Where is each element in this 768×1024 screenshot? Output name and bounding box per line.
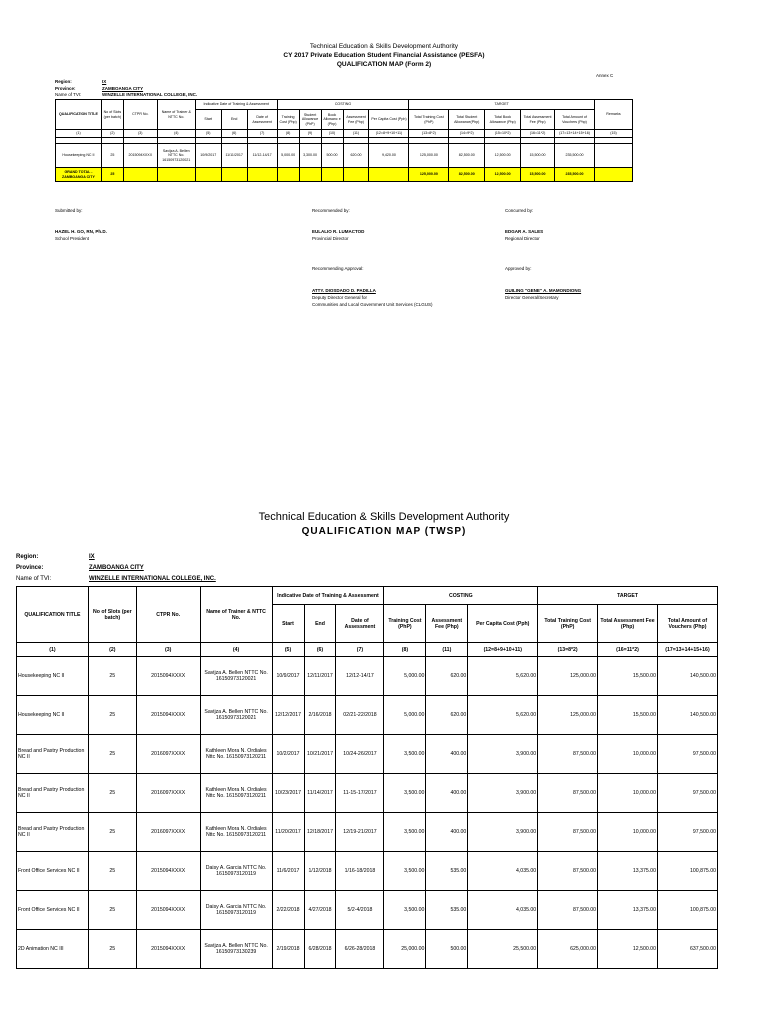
r2-cell-1: Housekeeping NC II [17,696,89,735]
r7-cell-4: Daisy A. Garcia NTTC No. 16150973120119 [200,891,272,930]
row1-cell-12: 9,420.00 [369,144,409,168]
r2-cell-5: 12/12/2017 [272,696,304,735]
r3-cell-1: Bread and Pastry Production NC II [17,735,89,774]
r1-cell-3: 2015094XXXX [136,657,200,696]
r6-cell-6: 1/12/2018 [304,852,336,891]
r5-cell-2: 25 [88,813,136,852]
r6-cell-10: 4,035.00 [468,852,538,891]
r3-cell-10: 3,900.00 [468,735,538,774]
r1-cell-5: 10/9/2017 [272,657,304,696]
r3-cell-6: 10/21/2017 [304,735,336,774]
colnum2-cell-3: (3) [136,643,200,657]
agency-title-2: Technical Education & Skills Development Authority [258,511,510,523]
colnum-cell-6: (6) [221,130,247,138]
r1-cell-12: 15,500.00 [598,657,658,696]
r6-cell-2: 25 [88,852,136,891]
total-cell-3 [123,168,157,182]
colnum-cell-7: (7) [247,130,277,138]
r6-cell-7: 1/16-18/2018 [336,852,384,891]
r5-cell-5: 11/20/2017 [272,813,304,852]
r5-cell-6: 12/18/2017 [304,813,336,852]
th2-total-training: Total Training Cost (PhP) [538,605,598,643]
table-row [17,930,718,969]
colnum-cell-9: (9) [299,130,321,138]
row1-cell-15: 12,500.00 [485,144,521,168]
r4-cell-7: 11-15-17/2017 [336,774,384,813]
r7-cell-12: 13,375.00 [598,891,658,930]
th2-costing: COSTING [384,587,538,605]
row1-cell-7: 11/12-14/17 [247,144,277,168]
row1-cell-6: 11/11/2017 [221,144,247,168]
total-cell-1: GRAND TOTAL - ZAMBOANGA CITY [56,168,102,182]
colnum-cell-4: (4) [157,130,195,138]
r1-cell-4: Savijza A. Bellen NTTC No. 16150973120021 [200,657,272,696]
r2-cell-13: 140,500.00 [657,696,717,735]
r6-cell-8: 3,500.00 [384,852,426,891]
th-ctpr: CTPR No. [123,100,157,130]
r7-cell-7: 5/2-4/2018 [336,891,384,930]
colnum2-cell-1: (1) [17,643,89,657]
concurred-title: Regional Director [505,236,540,241]
r5-cell-8: 3,500.00 [384,813,426,852]
form-title-2: QUALIFICATION MAP (TWSP) [301,526,467,537]
r6-cell-4: Daisy A. Garcia NTTC No. 16150973120119 [200,852,272,891]
th-total-assess: Total Assessment Fee (Php) [521,110,555,130]
r1-cell-2: 25 [88,657,136,696]
th2-total-assess: Total Assessment Fee (Php) [598,605,658,643]
tvi-label-2: Name of TVI: [16,576,52,582]
r8-cell-3: 2015094XXXX [136,930,200,969]
total-cell-7 [247,168,277,182]
tvi-label: Name of TVI: [55,92,82,97]
th-target: TARGET [409,100,595,110]
row1-cell-10: 500.00 [321,144,343,168]
recommended-name: EULALIO R. LUMACTOD [312,229,365,234]
approved-title: Director General/Secretary [505,295,559,300]
colnum-cell-2: (2) [101,130,123,138]
r1-cell-6: 12/11/2017 [304,657,336,696]
row1-cell-5: 10/9/2017 [195,144,221,168]
total-cell-18 [594,168,632,182]
total-cell-17: 235,500.00 [555,168,595,182]
th2-start: Start [272,605,304,643]
rec-approval-name: ATTY. DIOSDADO D. PADILLA [312,288,376,293]
r3-cell-11: 87,500.00 [538,735,598,774]
r8-cell-5: 2/19/2018 [272,930,304,969]
row1-cell-2: 25 [101,144,123,168]
row1-cell-18 [594,144,632,168]
approved-name: GUILING "GENE" A. MAMONDIONG [505,288,582,293]
r4-cell-10: 3,900.00 [468,774,538,813]
r8-cell-8: 25,000.00 [384,930,426,969]
total-cell-13: 125,000.00 [409,168,449,182]
total-cell-8 [277,168,299,182]
colnum2-cell-11: (13=8*2) [538,643,598,657]
total-cell-10 [321,168,343,182]
th2-per-capita: Per Capita Cost (Pph) [468,605,538,643]
th-end: End [221,110,247,130]
r3-cell-2: 25 [88,735,136,774]
r8-cell-4: Savijza A. Bellen NTTC No. 16150973130239 [200,930,272,969]
th2-trainer: Name of Trainer & NTTC No. [200,587,272,643]
th-assess-fee: Assessment Fee (Php) [343,110,369,130]
r8-cell-11: 625,000.00 [538,930,598,969]
th-total-training: Total Training Cost (PhP) [409,110,449,130]
r3-cell-3: 2016097XXXX [136,735,200,774]
r5-cell-10: 3,900.00 [468,813,538,852]
th2-training-cost: Training Cost (PhP) [384,605,426,643]
grand-total-row [56,168,633,182]
row1-cell-1: Housekeeping NC II [56,144,102,168]
th-assess-date: Date of Assessment [247,110,277,130]
row1-cell-11: 620.00 [343,144,369,168]
submitted-name: HAZEL H. GO, RN, Ph.D. [55,229,107,234]
th-start: Start [195,110,221,130]
r4-cell-13: 97,500.00 [657,774,717,813]
th-indicative: Indicative Date of Training & Assessment [195,100,277,110]
colnum-cell-13: (13=8*2) [409,130,449,138]
table-body [17,657,718,969]
r1-cell-1: Housekeeping NC II [17,657,89,696]
colnum-cell-5: (5) [195,130,221,138]
table-row [17,813,718,852]
province-label-2: Province: [16,565,44,571]
column-number-row [56,130,633,138]
colnum-cell-17: (17=13+14+15+16) [555,130,595,138]
th-student-allowance: Student Allowance (PhP) [299,110,321,130]
region-label: Region: [55,79,72,84]
r3-cell-5: 10/2/2017 [272,735,304,774]
row1-cell-4: Savijza A. Bellen NTTC No. 16150973120021 [157,144,195,168]
th-total-vouchers: Total Amount of Vouchers (Php) [555,110,595,130]
r5-cell-13: 97,500.00 [657,813,717,852]
r2-cell-6: 2/16/2018 [304,696,336,735]
province-value: ZAMBOANGA CITY [102,86,144,91]
r4-cell-12: 10,000.00 [598,774,658,813]
rec-approval-title2: Communities and Local Government Unit Services (CLGUS) [312,302,433,307]
r8-cell-7: 6/26-28/2018 [336,930,384,969]
qualification-table-twsp [16,586,718,969]
th2-assess-fee: Assessment Fee (Php) [426,605,468,643]
r7-cell-5: 2/22/2018 [272,891,304,930]
region-value: IX [102,79,107,84]
colnum2-cell-2: (2) [88,643,136,657]
total-cell-2: 25 [101,168,123,182]
r2-cell-4: Savijza A. Bellen NTTC No. 16150973120021 [200,696,272,735]
r4-cell-5: 10/23/2017 [272,774,304,813]
form-page-twsp [0,500,768,1024]
th-costing: COSTING [277,100,409,110]
colnum2-cell-12: (16=11*2) [598,643,658,657]
r2-cell-11: 125,000.00 [538,696,598,735]
r2-cell-7: 02/21-22/2018 [336,696,384,735]
th-total-book: Total Book Allowance (Php) [485,110,521,130]
th2-qualification: QUALIFICATION TITLE [17,587,89,643]
total-cell-9 [299,168,321,182]
agency-title: Technical Education & Skills Development Authority [309,43,459,50]
submitted-label: Submitted by: [55,208,83,213]
table-row [17,852,718,891]
r2-cell-9: 620.00 [426,696,468,735]
r7-cell-6: 4/27/2018 [304,891,336,930]
qualification-table-pesfa [55,99,633,182]
th-book-allowance: Book Allowanc e (Php) [321,110,343,130]
r3-cell-8: 3,500.00 [384,735,426,774]
colnum-cell-11: (11) [343,130,369,138]
th-training-cost: Training Cost (Php) [277,110,299,130]
th-trainer: Name of Trainer & NTTC No. [157,100,195,130]
r2-cell-10: 5,620.00 [468,696,538,735]
r7-cell-11: 87,500.00 [538,891,598,930]
colnum-cell-15: (15=10*2) [485,130,521,138]
r2-cell-2: 25 [88,696,136,735]
r7-cell-8: 3,500.00 [384,891,426,930]
colnum2-cell-9: (11) [426,643,468,657]
total-cell-4 [157,168,195,182]
colnum-cell-14: (14=9*2) [449,130,485,138]
row1-cell-17: 235,500.00 [555,144,595,168]
table-row [17,891,718,930]
tvi-value-2: WINZELLE INTERNATIONAL COLLEGE, INC. [89,576,216,582]
colnum-cell-18: (15) [594,130,632,138]
r4-cell-9: 400.00 [426,774,468,813]
row1-cell-8: 5,000.00 [277,144,299,168]
r7-cell-1: Front Office Services NC II [17,891,89,930]
th2-total-vouchers: Total Amount of Vouchers (Php) [657,605,717,643]
r4-cell-3: 2016097XXXX [136,774,200,813]
table-row [17,735,718,774]
r4-cell-4: Kathleen Mora N. Ordiales Nttc No. 16150973120211 [200,774,272,813]
recommended-label: Recommended by: [312,208,350,213]
tvi-value: WINZELLE INTERNATIONAL COLLEGE, INC. [102,92,198,97]
r7-cell-3: 2015094XXXX [136,891,200,930]
row1-cell-9: 3,300.00 [299,144,321,168]
total-cell-6 [221,168,247,182]
region-value-2: IX [89,554,95,560]
r8-cell-10: 25,500.00 [468,930,538,969]
r8-cell-2: 25 [88,930,136,969]
colnum2-cell-5: (5) [272,643,304,657]
r6-cell-5: 11/6/2017 [272,852,304,891]
program-title: CY 2017 Private Education Student Financial Assistance (PESFA) [283,52,485,59]
r8-cell-6: 6/28/2018 [304,930,336,969]
th2-indicative: Indicative Date of Training & Assessment [272,587,384,605]
table-row [17,774,718,813]
r3-cell-12: 10,000.00 [598,735,658,774]
colnum2-cell-13: (17=13+14+15+16) [657,643,717,657]
r8-cell-1: 2D Animation NC III [17,930,89,969]
r1-cell-10: 5,620.00 [468,657,538,696]
colnum-cell-3: (3) [123,130,157,138]
total-cell-16: 15,500.00 [521,168,555,182]
r4-cell-8: 3,500.00 [384,774,426,813]
r7-cell-13: 100,875.00 [657,891,717,930]
r6-cell-9: 535.00 [426,852,468,891]
annex-label: Annex C [596,73,614,78]
approved-label: Approved by: [505,266,532,271]
row1-cell-3: 2015094XXXX [123,144,157,168]
r7-cell-2: 25 [88,891,136,930]
th-slots: No of Slots (per batch) [101,100,123,130]
rec-approval-title1: Deputy Director General for [312,295,368,300]
province-value-2: ZAMBOANGA CITY [89,565,144,571]
table-row [17,657,718,696]
th2-slots: No of Slots (per batch) [88,587,136,643]
r5-cell-9: 400.00 [426,813,468,852]
th-qualification: QUALIFICATION TITLE [56,100,102,130]
r3-cell-9: 400.00 [426,735,468,774]
r8-cell-12: 12,500.00 [598,930,658,969]
total-cell-12 [369,168,409,182]
r2-cell-3: 2015094XXXX [136,696,200,735]
form-page-pesfa [0,0,768,480]
recommended-title: Provincial Director [312,236,349,241]
colnum-cell-10: (10) [321,130,343,138]
colnum-cell-12: (12=8+9+10+11) [369,130,409,138]
th-per-capita: Per Capita Cost (Pph) [369,110,409,130]
r5-cell-7: 12/19-21/2017 [336,813,384,852]
th-remarks: Remarks [594,100,632,130]
rec-approval-label: Recommending Approval: [312,266,364,271]
r1-cell-13: 140,500.00 [657,657,717,696]
th2-target: TARGET [538,587,718,605]
r3-cell-7: 10/24-26/2017 [336,735,384,774]
r3-cell-4: Kathleen Mora N. Ordiales Nttc No. 16150973120211 [200,735,272,774]
r6-cell-13: 100,875.00 [657,852,717,891]
r1-cell-11: 125,000.00 [538,657,598,696]
colnum2-cell-7: (7) [336,643,384,657]
r6-cell-1: Front Office Services NC II [17,852,89,891]
colnum2-cell-4: (4) [200,643,272,657]
province-label: Province: [55,86,76,91]
r6-cell-12: 13,375.00 [598,852,658,891]
r1-cell-7: 12/12-14/17 [336,657,384,696]
row1-cell-14: 82,500.00 [449,144,485,168]
r4-cell-1: Bread and Pastry Production NC II [17,774,89,813]
table-row [56,144,633,168]
r5-cell-11: 87,500.00 [538,813,598,852]
r5-cell-1: Bread and Pastry Production NC II [17,813,89,852]
r7-cell-10: 4,035.00 [468,891,538,930]
r2-cell-8: 5,000.00 [384,696,426,735]
r2-cell-12: 15,500.00 [598,696,658,735]
th2-ctpr: CTPR No. [136,587,200,643]
colnum2-cell-6: (6) [304,643,336,657]
r3-cell-13: 97,500.00 [657,735,717,774]
concurred-name: EDGAR A. SALES [505,229,544,234]
table-row [17,696,718,735]
total-cell-11 [343,168,369,182]
colnum-cell-16: (16=11*2) [521,130,555,138]
r1-cell-9: 620.00 [426,657,468,696]
total-cell-15: 12,500.00 [485,168,521,182]
r8-cell-13: 637,500.00 [657,930,717,969]
colnum-cell-1: (1) [56,130,102,138]
column-number-row-2 [17,643,718,657]
r5-cell-12: 10,000.00 [598,813,658,852]
form-title: QUALIFICATION MAP (Form 2) [336,61,432,68]
th2-end: End [304,605,336,643]
r4-cell-6: 11/14/2017 [304,774,336,813]
r8-cell-9: 500.00 [426,930,468,969]
r4-cell-2: 25 [88,774,136,813]
r6-cell-3: 2015094XXXX [136,852,200,891]
region-label-2: Region: [16,554,39,560]
concurred-label: Concurred by: [505,208,534,213]
r7-cell-9: 535.00 [426,891,468,930]
r5-cell-3: 2016097XXXX [136,813,200,852]
r5-cell-4: Kathleen Mora N. Ordiales Nttc No. 16150973120211 [200,813,272,852]
submitted-title: School President [55,236,90,241]
r4-cell-11: 87,500.00 [538,774,598,813]
row1-cell-13: 125,000.00 [409,144,449,168]
total-cell-5 [195,168,221,182]
colnum2-cell-8: (8) [384,643,426,657]
row1-cell-16: 15,500.00 [521,144,555,168]
total-cell-14: 82,500.00 [449,168,485,182]
colnum-cell-8: (8) [277,130,299,138]
r6-cell-11: 87,500.00 [538,852,598,891]
th2-assess-date: Date of Assessment [336,605,384,643]
r1-cell-8: 5,000.00 [384,657,426,696]
colnum2-cell-10: (12=8+9+10+11) [468,643,538,657]
th-total-student: Total Student Allowance(Php) [449,110,485,130]
